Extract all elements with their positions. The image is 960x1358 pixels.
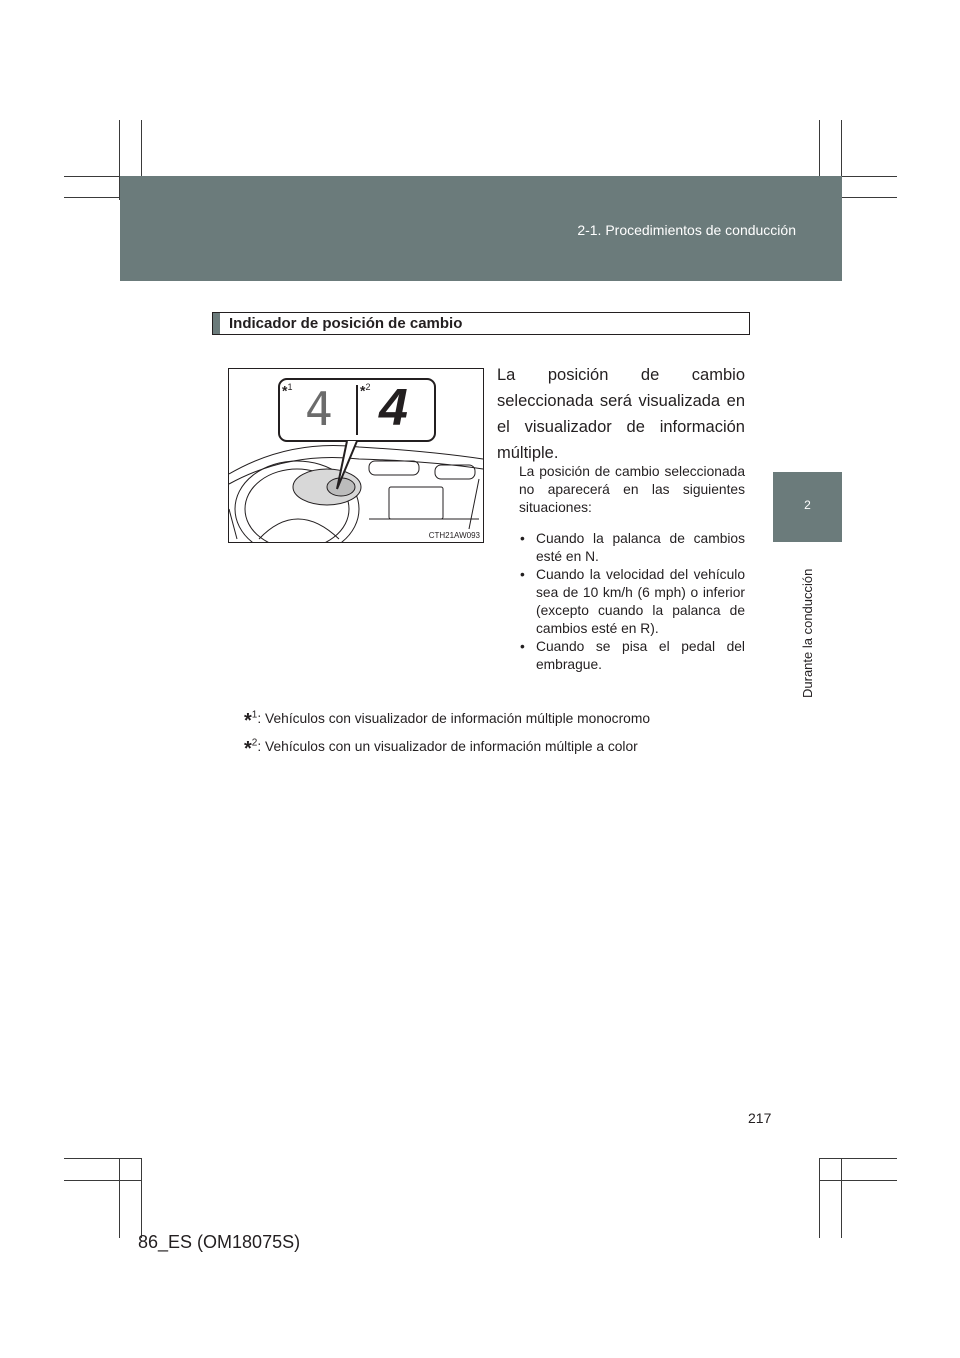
list-item: • Cuando se pisa el pedal del embrague. [520,639,745,672]
page-number: 217 [748,1110,772,1126]
running-head: 2-1. Procedimientos de conducción [577,222,796,238]
bullet-icon: • [520,567,525,582]
crop-mark [64,1158,142,1159]
footnote-1: *$^1$: Vehículos con visualizador de información múltiple monocromo [244,709,650,732]
crop-mark [819,1158,897,1159]
crop-mark [819,1180,897,1181]
crop-mark [64,1180,142,1181]
section-heading [212,312,750,335]
condition-list [519,530,745,674]
bullet-icon: • [520,639,525,654]
star-marker-1: *$^1$ [282,382,293,399]
crop-mark [141,1158,142,1238]
illustration [228,368,484,543]
center-display [389,487,443,519]
note-paragraph: La posición de cambio seleccionada no aparecerá en las siguientes situaciones: [519,464,745,515]
list-item: • Cuando la velocidad del vehículo sea de 10 km/h (6 mph) o inferior (excepto cuando la palanca de cambios esté en R). [520,567,745,636]
chapter-tab-number: 2 [804,498,811,512]
list-item: • Cuando la palanca de cambios esté en N. [520,531,745,564]
section-heading-text: Indicador de posición de cambio [229,315,463,332]
figure-code: CTH21AW093 [428,531,480,540]
air-vent [369,461,419,475]
footnote-2: *$^2$: Vehículos con un visualizador de información múltiple a color [244,737,638,760]
dashboard-illustration [229,369,483,542]
gear-digit-monochrome: 4 [305,382,333,436]
crop-mark [841,1158,842,1238]
bullet-icon: • [520,531,525,546]
section-heading-bar [213,313,220,334]
dashboard-outline [229,446,483,474]
crop-mark [819,1158,820,1238]
gear-digit-color: 4 [379,379,408,437]
chapter-tab-label-wrap [800,548,814,698]
document-code: 86_ES (OM18075S) [138,1232,301,1252]
chapter-tab-label: Durante la conducción [800,568,815,698]
star-marker-2: *$^2$ [360,382,371,399]
lead-paragraph: La posición de cambio seleccionada será visualizada en el visualizador de información múltiple. [497,366,745,462]
crop-mark [119,1158,120,1238]
